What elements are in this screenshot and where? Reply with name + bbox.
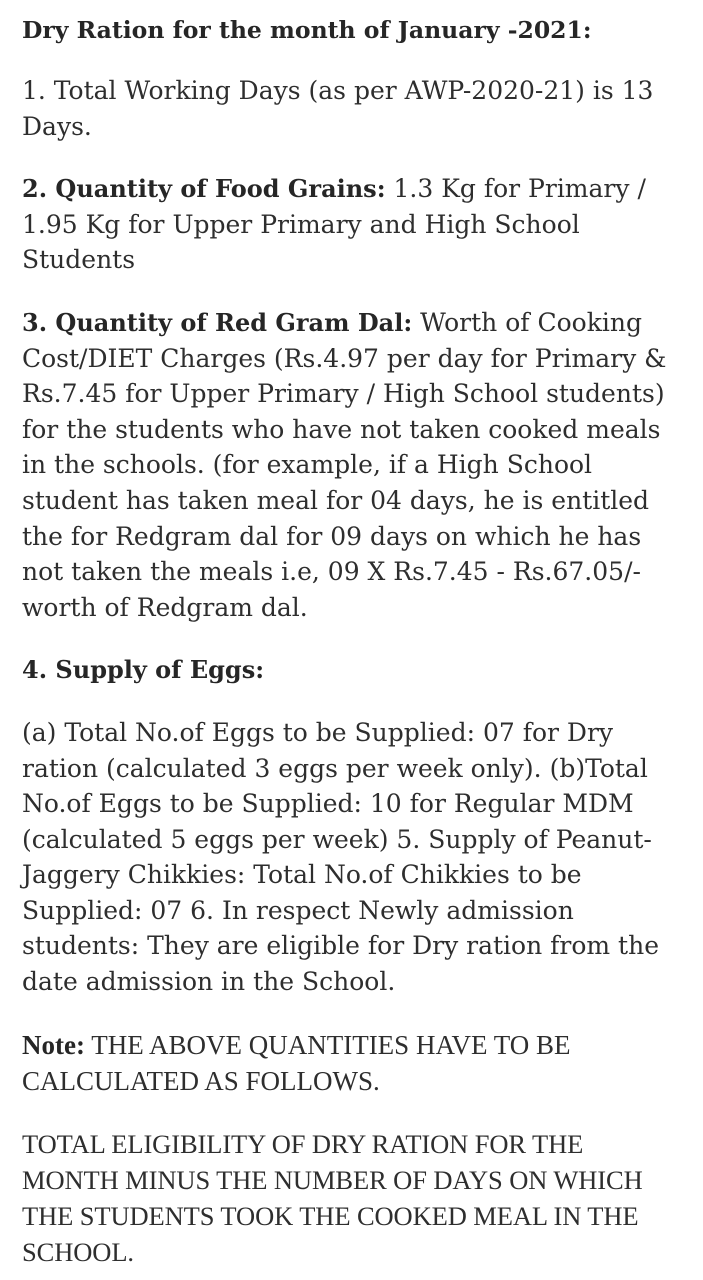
item-red-gram-dal [22,305,673,625]
note-paragraph [22,1027,673,1099]
item-red-gram-dal-text: Worth of Cooking Cost/DIET Charges (Rs.4.97 per day for Primary & Rs.7.45 for Upper Primary / High School students) for the students who have not taken cooked meals in the schools. (for example, if a High School student has taken meal for 04 days, he is entitled the for Redgram dal for 09 days on which he has not taken the meals i.e, 09 X Rs.7.45 - Rs.67.05/- worth of Redgram dal. [22,307,667,622]
note-label: Note: [22,1029,85,1060]
item-food-grains-label: 2. Quantity of Food Grains: [22,174,386,204]
note-text: THE ABOVE QUANTITIES HAVE TO BE CALCULATED AS FOLLOWS. [22,1029,571,1096]
item-working-days-text: 1. Total Working Days (as per AWP-2020-21) is 13 Days. [22,76,654,141]
item-eggs-details-text: (a) Total No.of Eggs to be Supplied: 07 for Dry ration (calculated 3 eggs per week only). (b)Total No.of Eggs to be Supplied: 10 for Regular MDM (calculated 5 eggs per week) 5. Supply of Peanut-Jaggery Chikkies: Total No.of Chikkies to be Supplied: 07 6. In respect Newly admission students: They are eligible for Dry ration from the date admission in the School. [22,717,659,997]
footer-text: TOTAL ELIGIBILITY OF DRY RATION FOR THE MONTH MINUS THE NUMBER OF DAYS ON WHICH THE STUDENTS TOOK THE COOKED MEAL IN THE SCHOOL. [22,1128,643,1267]
item-eggs-heading-label: 4. Supply of Eggs: [22,655,265,685]
footer-paragraph [22,1126,673,1270]
item-working-days [22,73,673,144]
page-title: Dry Ration for the month of January -2021: [22,16,592,44]
item-food-grains [22,171,673,278]
item-red-gram-dal-label: 3. Quantity of Red Gram Dal: [22,307,413,337]
item-eggs-details [22,715,673,1000]
item-eggs-heading [22,652,673,688]
item-food-grains-text: 1.3 Kg for Primary / 1.95 Kg for Upper Primary and High School Students [22,174,646,275]
